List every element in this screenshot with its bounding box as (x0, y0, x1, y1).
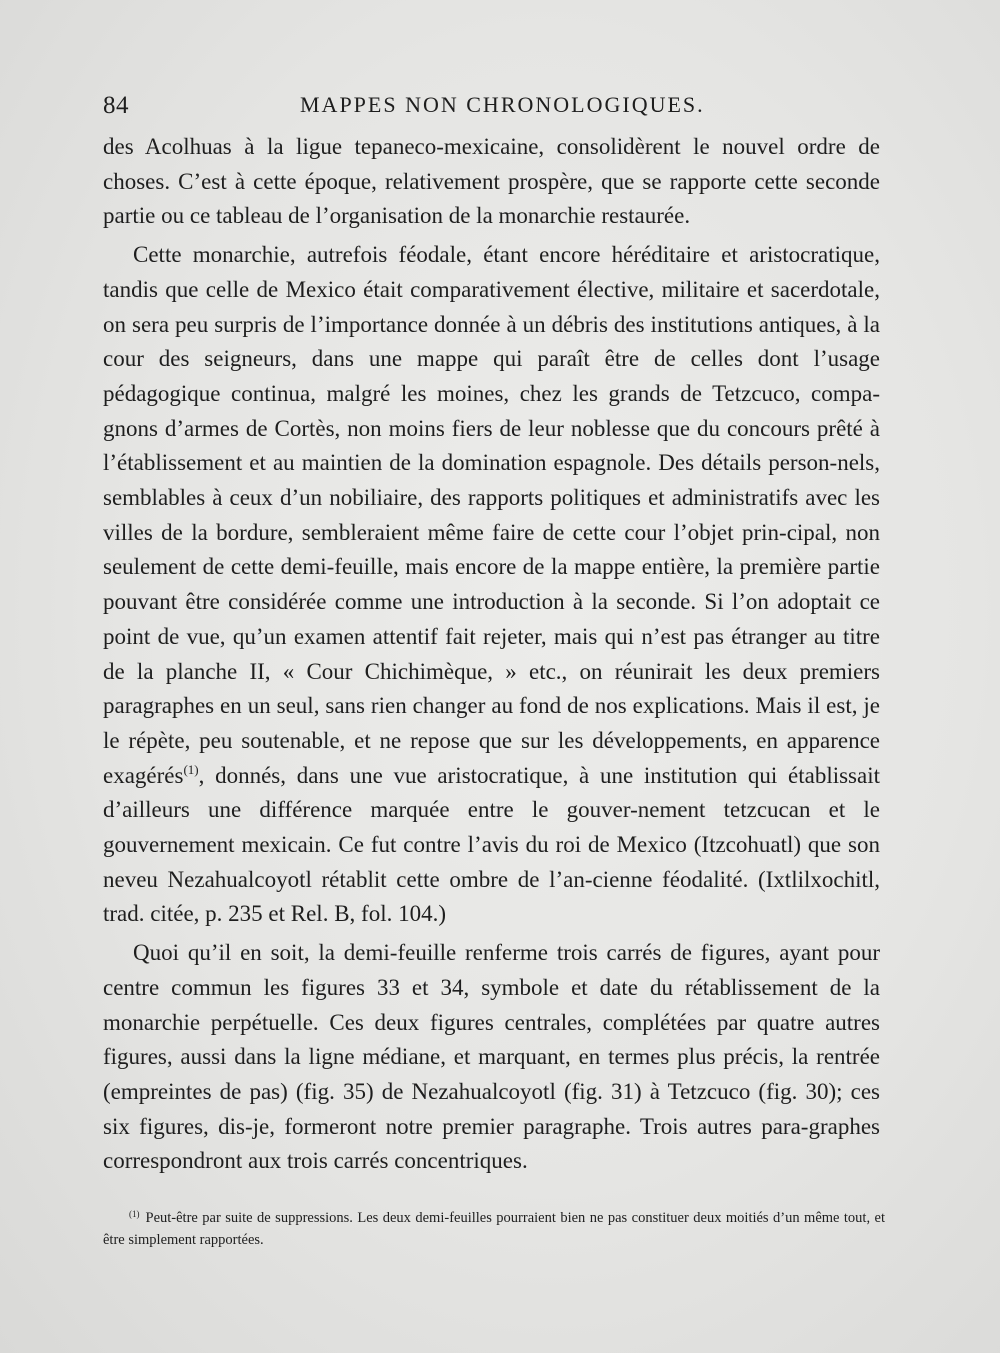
paragraph-2-text-before: Cette monarchie, autrefois féodale, étant encore héréditaire et aristocratique, tandis que celle de Mexico était comparativement élective, militaire et sacerdotale, on sera peu surpris de l’importance donnée à un débris des institutions antiques, à la cour des seigneurs, dans une mappe qui paraît être de celles dont l’usage pédagogique continua, malgré les moines, chez les grands de Tetzcuco, compa-gnons d’armes de Cortès, non moins fiers de leur noblesse que du concours prêté à l’établissement et au maintien de la domination espagnole. Des détails person-nels, semblables à ceux d’un nobiliaire, des rapports politiques et administratifs avec les villes de la bordure, sembleraient même faire de cette cour l’objet prin-cipal, non seulement de cette demi-feuille, mais encore de la mappe entière, la première partie pouvant être considérée comme une introduction à la seconde. Si l’on adoptait ce point de vue, qu’un examen attentif fait rejeter, mais qui n’est pas étranger au titre de la planche II, « Cour Chichimèque, » etc., on réunirait les deux premiers paragraphes en un seul, sans rien changer au fond de nos explications. Mais il est, je le répète, peu soutenable, et ne repose que sur les développements, en apparence exagérés (103, 242, 880, 788)
paragraph-3: Quoi qu’il en soit, la demi-feuille renferme trois carrés de figures, ayant pour centre commun les figures 33 et 34, symbole et date du rétablissement de la monarchie perpétuelle. Ces deux figures centrales, complétées par quatre autres figures, aussi dans la ligne médiane, et marquant, en termes plus précis, la rentrée (empreintes de pas) (fig. 35) de Nezahualcoyotl (fig. 31) à Tetzcuco (fig. 30); ces six figures, dis-je, formeront notre premier paragraphe. Trois autres para-graphes correspondront aux trois carrés concentriques. (103, 940, 880, 1174)
footnote-mark: (1) (129, 1209, 140, 1219)
body-text (103, 130, 880, 1183)
paragraph-1: des Acolhuas à la ligue tepaneco-mexicaine, consolidèrent le nouvel ordre de choses. C’est à cette époque, relativement prospère, que se rapporte cette seconde partie ou ce tableau de l’organisation de la monarchie restaurée. (103, 134, 880, 229)
paragraph-2-text-after: , donnés, dans une vue aristocratique, à une institution qui établissait d’ailleurs une différence marquée entre le gouver-nement tetzcucan et le gouvernement mexicain. Ce fut contre l’avis du roi de Mexico (Itzcohuatl) que son neveu Nezahualcoyotl rétablit cette ombre de l’an-cienne féodalité. (Ixtlilxochitl, trad. citée, p. 235 et Rel. B, fol. 104.) (103, 762, 880, 927)
running-head: MAPPES NON CHRONOLOGIQUES. (300, 92, 705, 117)
paragraph-2 (103, 238, 880, 932)
footnote-text: Peut-être par suite de suppressions. Les deux demi-feuilles pourraient bien ne pas constituer deux moitiés d’un même tout, et être simplement rapportées. (103, 1210, 885, 1248)
page-header (103, 92, 880, 128)
footnote-reference: (1) (183, 761, 199, 777)
page-number: 84 (103, 92, 129, 119)
footnote (103, 1203, 885, 1251)
